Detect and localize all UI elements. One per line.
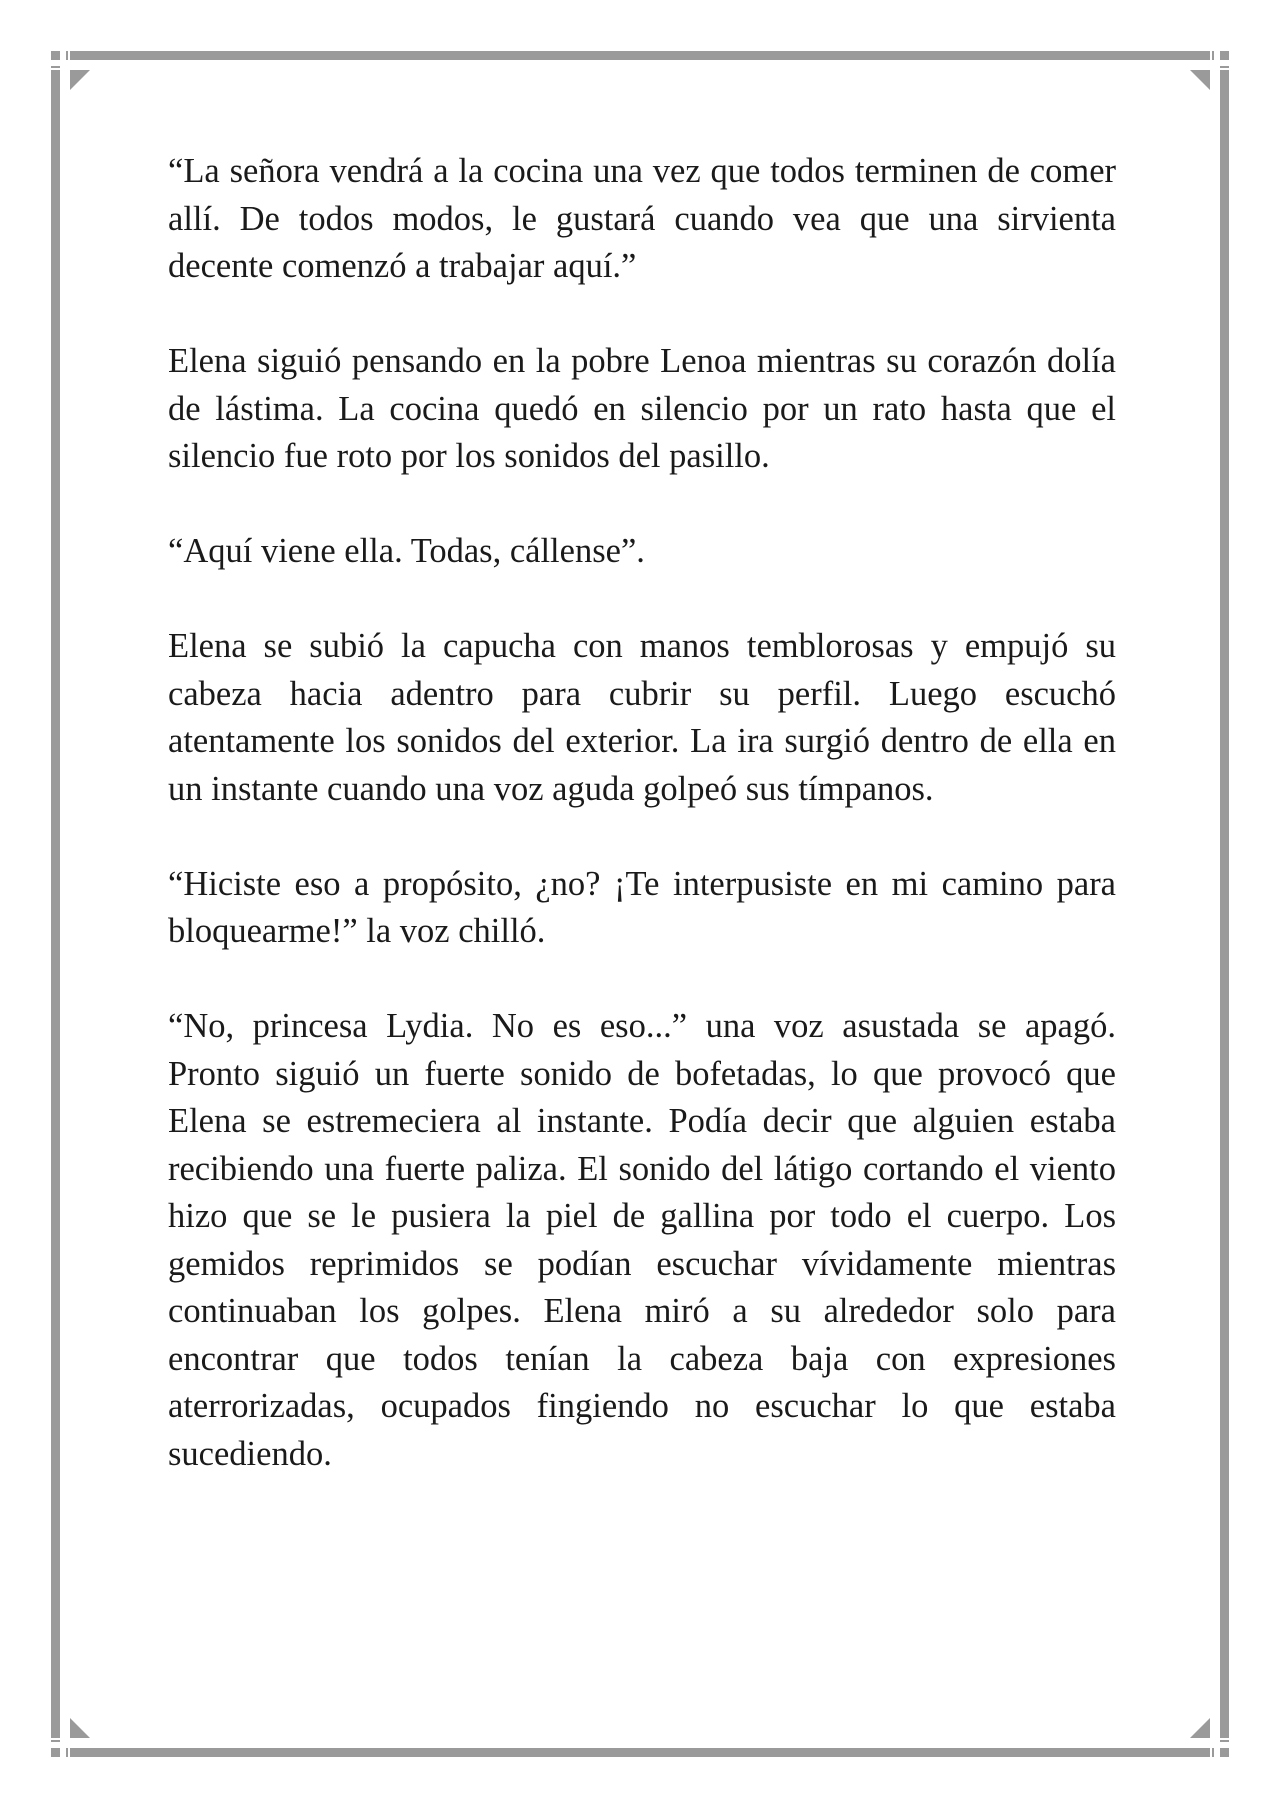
- document-body: [168, 148, 1116, 1526]
- frame-top-bar: [70, 51, 1210, 60]
- corner-triangle-bottom-left: [70, 1718, 90, 1738]
- frame-left-bar: [51, 70, 60, 1738]
- paragraph: “La señora vendrá a la cocina una vez que todos terminen de comer allí. De todos modos, le gustará cuando vea que una sirvienta decente comenzó a trabajar aquí.”: [168, 152, 1116, 285]
- corner-triangle-bottom-right: [1190, 1718, 1210, 1738]
- paragraph: Elena siguió pensando en la pobre Lenoa mientras su corazón dolía de lástima. La cocina quedó en silencio por un rato hasta que el silencio fue roto por los sonidos del pasillo.: [168, 342, 1116, 475]
- paragraph: Elena se subió la capucha con manos temblorosas y empujó su cabeza hacia adentro para cubrir su perfil. Luego escuchó atentamente los sonidos del exterior. La ira surgió dentro de ella en un instante cuando una voz aguda golpeó sus tímpanos.: [168, 627, 1116, 808]
- frame-bottom-bar: [70, 1748, 1210, 1757]
- frame-right-bar: [1220, 70, 1229, 1738]
- corner-triangle-top-right: [1190, 70, 1210, 90]
- paragraph: “Aquí viene ella. Todas, cállense”.: [168, 532, 645, 570]
- corner-triangle-top-left: [70, 70, 90, 90]
- paragraph: “No, princesa Lydia. No es eso...” una voz asustada se apagó. Pronto siguió un fuerte sonido de bofetadas, lo que provocó que Elena se estremeciera al instante. Podía decir que alguien estaba recibiendo una fuerte paliza. El sonido del látigo cortando el viento hizo que se le pusiera la piel de gallina por todo el cuerpo. Los gemidos reprimidos se podían escuchar vívidamente mientras continuaban los golpes. Elena miró a su alrededor solo para encontrar que todos tenían la cabeza baja con expresiones aterrorizadas, ocupados fingiendo no escuchar lo que estaba sucediendo.: [168, 1007, 1116, 1473]
- paragraph: “Hiciste eso a propósito, ¿no? ¡Te interpusiste en mi camino para bloquearme!” la voz chilló.: [168, 864, 1116, 950]
